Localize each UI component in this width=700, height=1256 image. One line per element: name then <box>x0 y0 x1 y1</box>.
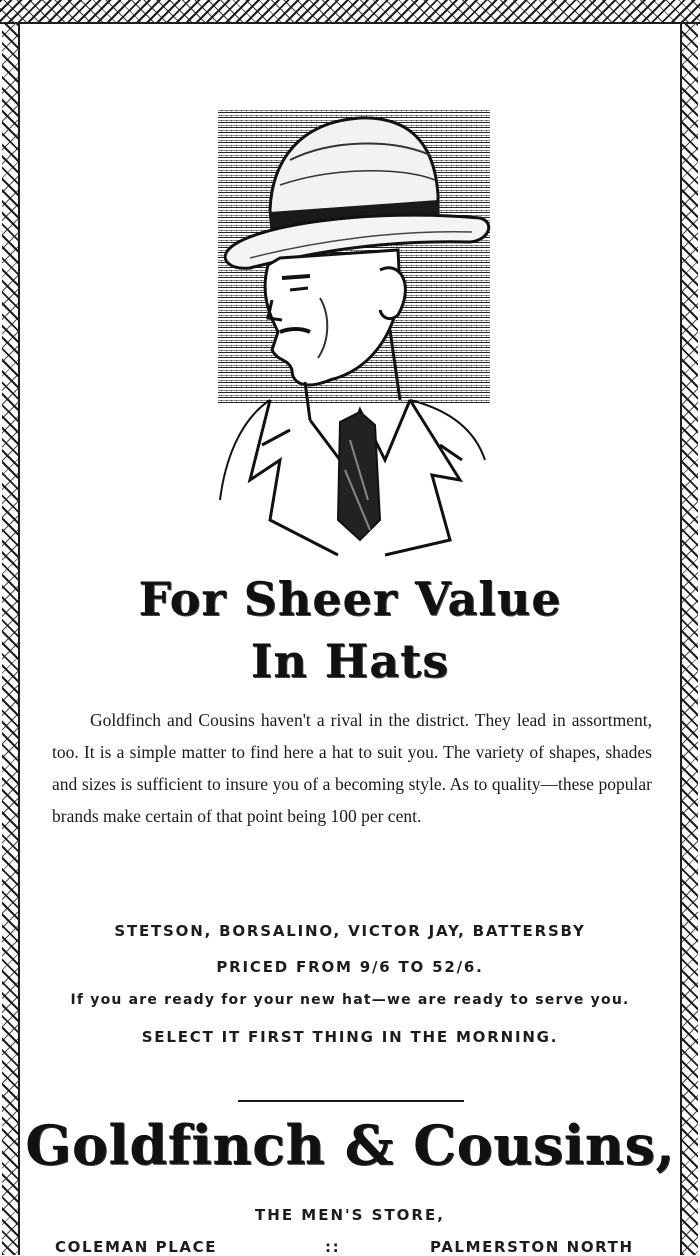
decorative-border-top <box>0 0 700 24</box>
decorative-border-right <box>680 22 698 1255</box>
man-in-hat-illustration <box>210 100 500 560</box>
headline-line-2: In Hats <box>250 634 450 688</box>
select-line: SELECT IT FIRST THING IN THE MORNING. <box>141 1028 559 1046</box>
store-subtitle: THE MEN'S STORE, <box>255 1206 445 1224</box>
price-range: PRICED FROM 9/6 TO 52/6. <box>216 958 484 976</box>
address-town: PALMERSTON NORTH <box>430 1238 634 1256</box>
headline-line-1: For Sheer Value <box>138 572 562 626</box>
divider-rule <box>238 1100 464 1102</box>
ear <box>380 268 405 319</box>
address-street: COLEMAN PLACE <box>55 1238 218 1256</box>
address-separator: :: <box>325 1238 341 1256</box>
store-name: Goldfinch & Cousins, <box>25 1113 675 1177</box>
decorative-border-left <box>2 22 20 1255</box>
tie <box>338 412 380 540</box>
ready-line: If you are ready for your new hat—we are ready to serve you. <box>70 992 630 1008</box>
body-paragraph: Goldfinch and Cousins haven't a rival in the district. They lead in assortment, too. It is a simple matter to find here a hat to suit you. The variety of shapes, shades and sizes is sufficient to insure you of a becoming style. As to quality—these popular brands make certain of that point being 100 per cent. <box>52 710 652 826</box>
brand-list: STETSON, BORSALINO, VICTOR JAY, BATTERSBY <box>114 922 586 940</box>
